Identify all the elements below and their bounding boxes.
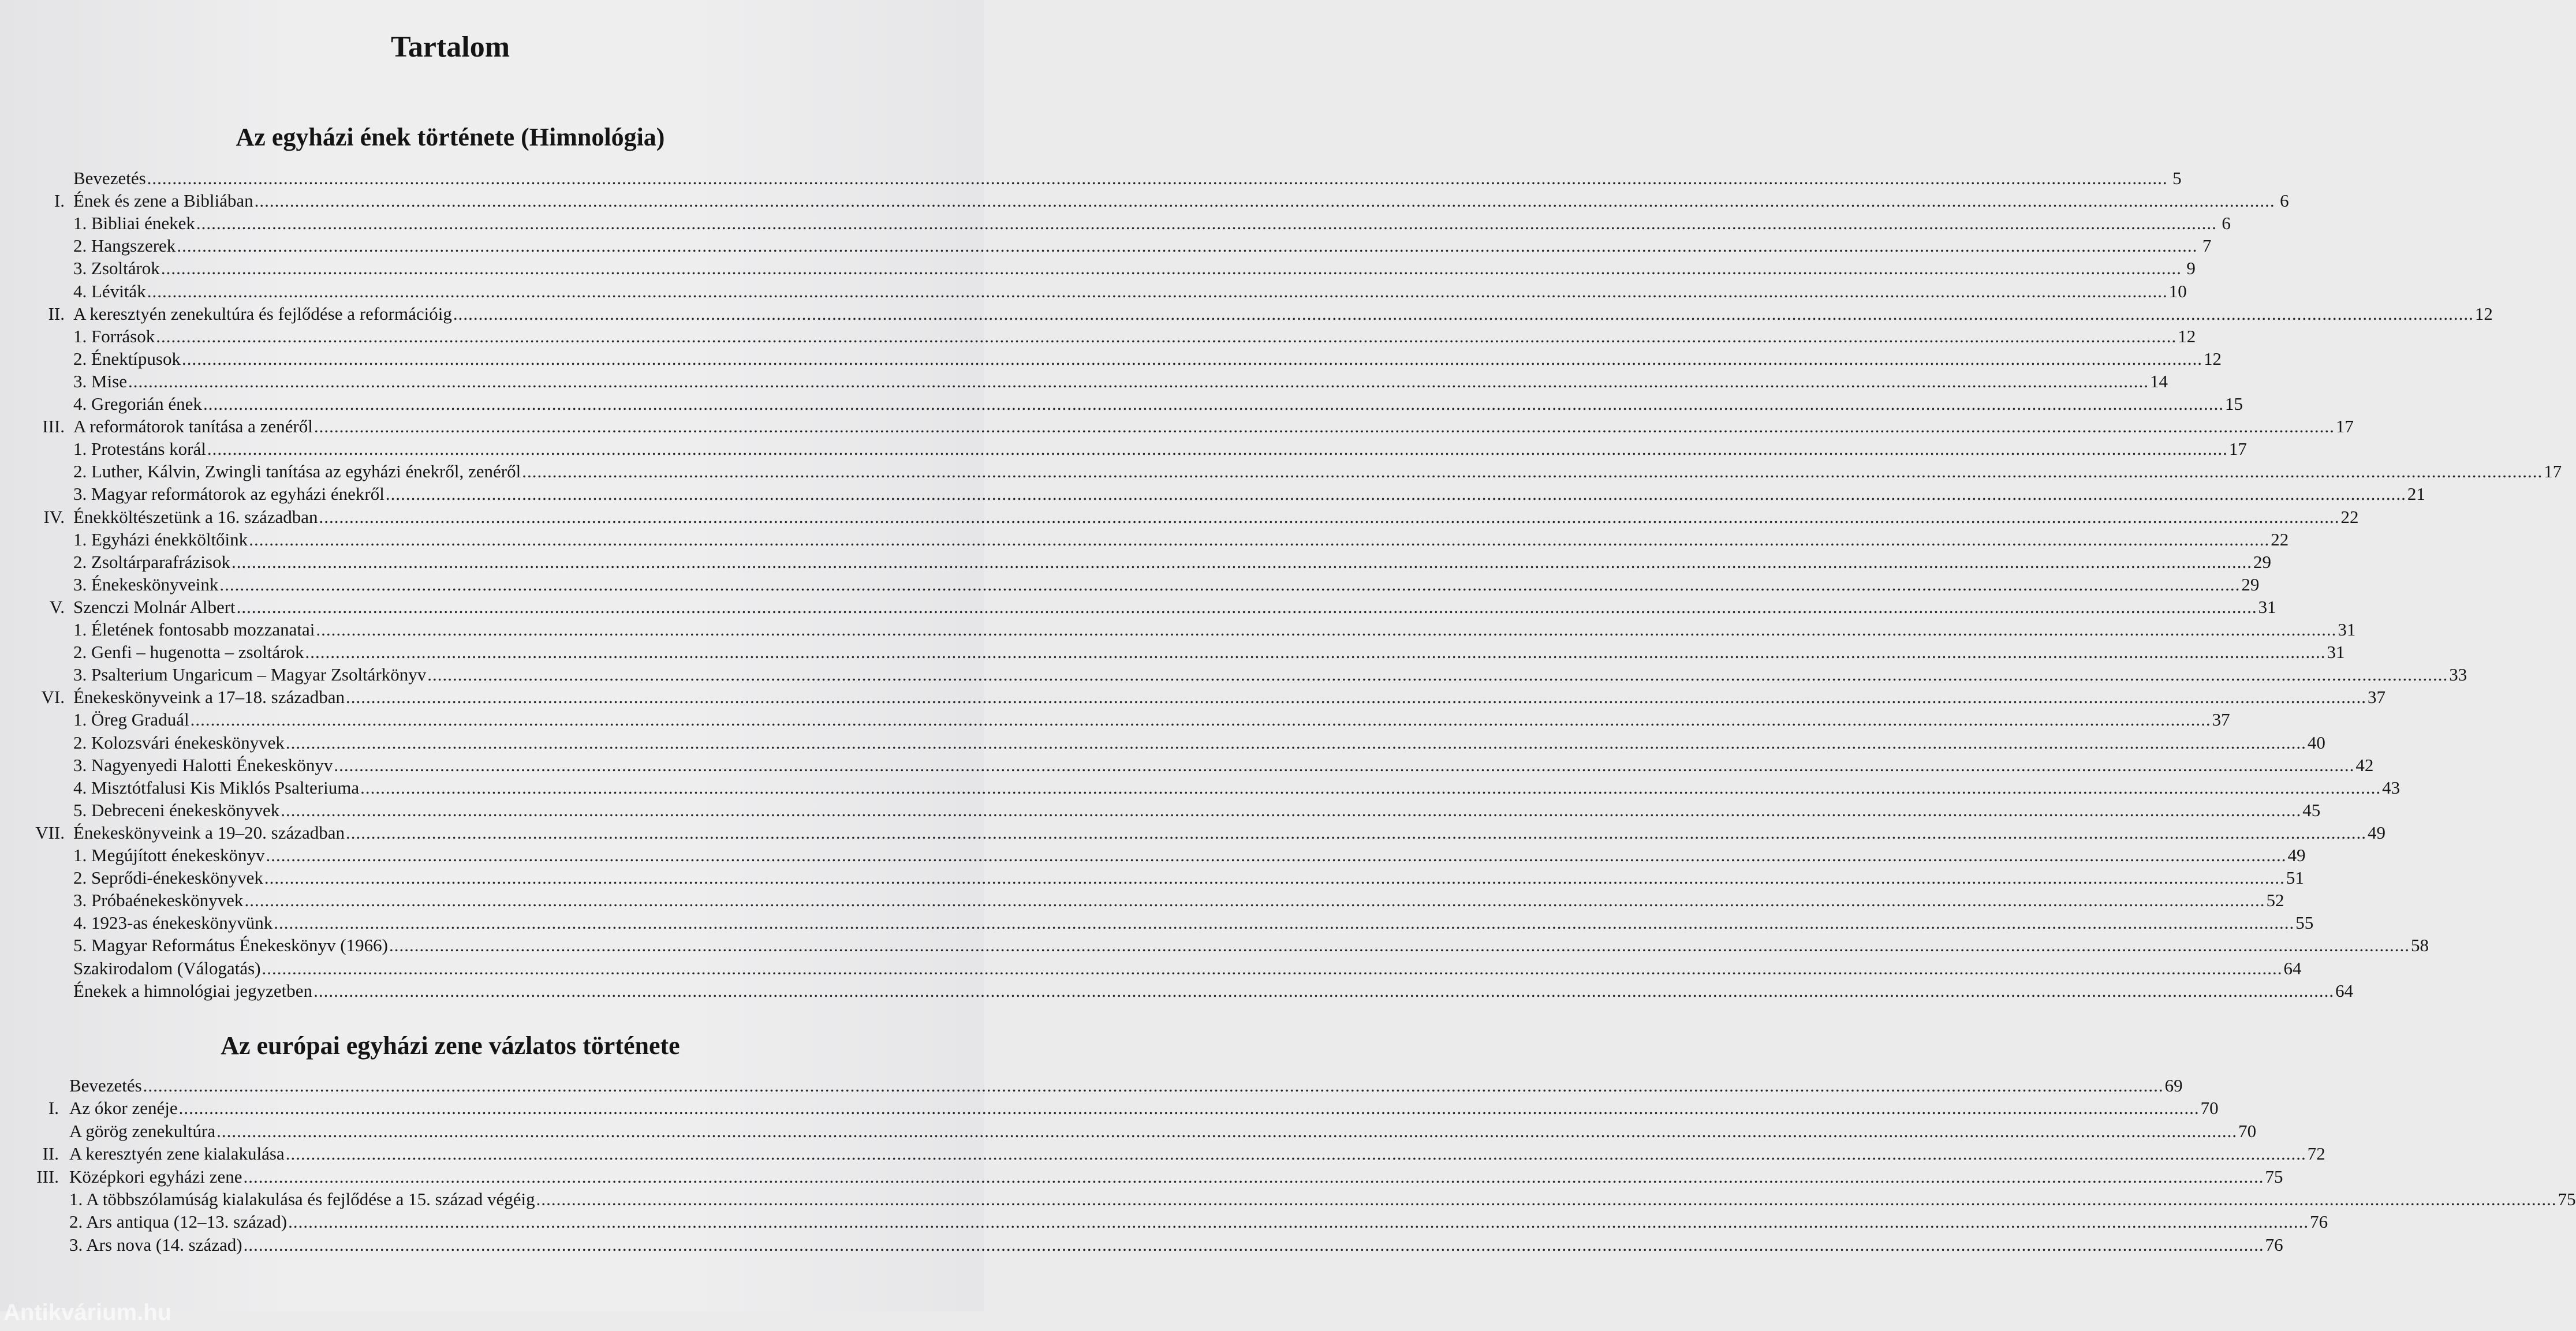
toc-entry-page: 31 [2258, 596, 2276, 617]
toc-entry-title: Szakirodalom (Válogatás) [73, 958, 261, 978]
toc-entry-page: 12 [2178, 326, 2196, 346]
toc-entry [0, 212, 2231, 235]
toc-entry-page: 51 [2286, 868, 2304, 888]
toc-entry-title: 2. Luther, Kálvin, Zwingli tanítása az egyházi énekről, zenéről [73, 461, 521, 482]
dot-leader: ................................................................................................................................................................................................................................................................................................................................................................................................................ [160, 258, 2182, 279]
toc-entry-page: 29 [2253, 551, 2271, 572]
toc-entry-number: II. [42, 1143, 59, 1164]
toc-entry-page: 70 [2238, 1120, 2257, 1141]
toc-entry-page: 17 [2335, 416, 2354, 437]
toc-entry-title: A reformátorok tanítása a zenéről [73, 416, 313, 437]
section-heading-egyhazi-zene: Az európai egyházi zene vázlatos története [221, 1031, 680, 1060]
toc-entry-title: Énekek a himnológiai jegyzetben [73, 980, 313, 1001]
dot-leader: ................................................................................................................................................................................................................................................................................................................................................................................................................ [285, 1143, 2306, 1164]
toc-entry [0, 392, 2243, 416]
toc-entry-title: Énekeskönyveink a 17–18. században [73, 687, 345, 708]
toc-entry-title: Bevezetés [69, 1075, 142, 1096]
dot-leader: ................................................................................................................................................................................................................................................................................................................................................................................................................ [536, 1189, 2557, 1209]
toc-entry [0, 1210, 2328, 1233]
dot-leader: ................................................................................................................................................................................................................................................................................................................................................................................................................ [216, 1120, 2238, 1141]
toc-entry-title: 3. Énekeskönyveink [73, 574, 219, 595]
page-title: Tartalom [390, 31, 510, 63]
toc-entry [0, 483, 2425, 506]
dot-leader: ................................................................................................................................................................................................................................................................................................................................................................................................................ [177, 235, 2198, 256]
toc-entry [0, 1165, 2283, 1188]
toc-entry-title: 1. Protestáns korál [73, 439, 206, 459]
dot-leader: ................................................................................................................................................................................................................................................................................................................................................................................................................ [427, 664, 2448, 685]
toc-entry-page: 7 [2202, 235, 2212, 256]
toc-entry-title: 2. Kolozsvári énekeskönyvek [73, 732, 285, 753]
toc-entry-title: 1. Források [73, 326, 155, 346]
dot-leader: ................................................................................................................................................................................................................................................................................................................................................................................................................ [346, 822, 2367, 843]
toc-entry-page: 40 [2307, 732, 2325, 753]
dot-leader: ................................................................................................................................................................................................................................................................................................................................................................................................................ [196, 213, 2217, 234]
toc-entry-title: Énekeskönyveink a 19–20. században [73, 822, 345, 843]
toc-entry-page: 33 [2449, 664, 2467, 685]
toc-entry-title: Bevezetés [73, 168, 146, 188]
toc-entry-title: 2. Seprődi-énekeskönyvek [73, 868, 263, 888]
toc-entry [0, 1120, 2257, 1143]
toc-entry-page: 6 [2280, 190, 2289, 211]
toc-entry-page: 31 [2338, 619, 2356, 640]
dot-leader: ................................................................................................................................................................................................................................................................................................................................................................................................................ [182, 348, 2202, 369]
toc-entry-number: III. [42, 416, 65, 437]
toc-entry [0, 957, 2302, 980]
dot-leader: ................................................................................................................................................................................................................................................................................................................................................................................................................ [285, 732, 2306, 753]
dot-leader: ................................................................................................................................................................................................................................................................................................................................................................................................................ [522, 461, 2543, 482]
toc-entry [0, 1188, 2576, 1211]
toc-entry [0, 528, 2289, 551]
toc-entry-number: I. [54, 190, 65, 211]
toc-entry-page: 6 [2222, 213, 2231, 234]
toc-entry-page: 64 [2283, 958, 2302, 978]
dot-leader: ................................................................................................................................................................................................................................................................................................................................................................................................................ [316, 619, 2337, 640]
toc-entry-page: 76 [2310, 1212, 2328, 1232]
toc-entry-title: 2. Hangszerek [73, 235, 176, 256]
toc-entry [0, 347, 2222, 371]
dot-leader: ................................................................................................................................................................................................................................................................................................................................................................................................................ [360, 777, 2381, 798]
toc-entry [0, 866, 2304, 889]
toc-entry-title: 2. Genfi – hugenotta – zsoltárok [73, 642, 304, 663]
toc-entry [0, 844, 2306, 867]
toc-entry-title: 4. Gregorián ének [73, 394, 202, 414]
toc-entry-page: 42 [2355, 754, 2374, 775]
toc-entry-title: 3. Zsoltárok [73, 258, 160, 279]
toc-entry-page: 69 [2164, 1075, 2183, 1096]
toc-entry [0, 1097, 2219, 1120]
toc-entry-number: V. [49, 596, 65, 617]
toc-entry-title: 1. A többszólamúság kialakulása és fejlődése a 15. század végéig [69, 1189, 535, 1209]
toc-entry-title: 1. Egyházi énekköltőink [73, 529, 248, 549]
toc-entry-number: III. [36, 1166, 59, 1187]
toc-entry [0, 1142, 2325, 1165]
toc-entry-number: I. [48, 1098, 59, 1119]
toc-entry [0, 686, 2386, 709]
toc-entry-page: 9 [2186, 258, 2196, 279]
toc-entry-page: 75 [2265, 1166, 2283, 1187]
toc-entry-title: Énekköltészetünk a 16. században [73, 506, 318, 527]
toc-entry-title: A keresztyén zene kialakulása [69, 1143, 285, 1164]
toc-entry-page: 21 [2407, 484, 2425, 504]
toc-entry-page: 49 [2287, 845, 2306, 865]
toc-entry-page: 10 [2168, 281, 2187, 301]
toc-entry-title: 2. Ars antiqua (12–13. század) [69, 1212, 288, 1232]
toc-entry-title: A görög zenekultúra [69, 1120, 216, 1141]
dot-leader: ................................................................................................................................................................................................................................................................................................................................................................................................................ [319, 506, 2340, 527]
toc-entry-title: 5. Debreceni énekeskönyvek [73, 799, 280, 820]
dot-leader: ................................................................................................................................................................................................................................................................................................................................................................................................................ [346, 687, 2367, 708]
toc-entry [0, 280, 2187, 303]
toc-entry-title: 4. Léviták [73, 281, 146, 301]
dot-leader: ................................................................................................................................................................................................................................................................................................................................................................................................................ [190, 709, 2211, 730]
toc-entry [0, 189, 2289, 212]
toc-entry-number: VII. [35, 822, 65, 843]
toc-entry-page: 70 [2200, 1098, 2219, 1119]
dot-leader: ................................................................................................................................................................................................................................................................................................................................................................................................................ [249, 529, 2270, 549]
toc-entry [0, 325, 2196, 348]
toc-entry-title: 1. Bibliai énekek [73, 213, 195, 234]
toc-entry [0, 551, 2271, 574]
dot-leader: ................................................................................................................................................................................................................................................................................................................................................................................................................ [453, 303, 2474, 324]
toc-entry-page: 37 [2368, 687, 2386, 708]
dot-leader: ................................................................................................................................................................................................................................................................................................................................................................................................................ [264, 868, 2285, 888]
toc-entry-title: 4. 1923-as énekeskönyvünk [73, 913, 273, 933]
toc-entry [0, 934, 2429, 957]
dot-leader: ................................................................................................................................................................................................................................................................................................................................................................................................................ [147, 281, 2168, 301]
toc-entry-title: 1. Életének fontosabb mozzanatai [73, 619, 315, 640]
dot-leader: ................................................................................................................................................................................................................................................................................................................................................................................................................ [244, 890, 2265, 911]
toc-entry-title: 3. Magyar reformátorok az egyházi énekről [73, 484, 384, 504]
toc-entry-page: 64 [2335, 980, 2354, 1001]
toc-entry [0, 911, 2314, 934]
toc-entry [0, 1074, 2183, 1097]
dot-leader: ................................................................................................................................................................................................................................................................................................................................................................................................................ [281, 799, 2302, 820]
dot-leader: ................................................................................................................................................................................................................................................................................................................................................................................................................ [232, 551, 2252, 572]
toc-entry [0, 438, 2247, 461]
toc-entry [0, 776, 2400, 799]
toc-entry-page: 58 [2410, 935, 2429, 956]
dot-leader: ................................................................................................................................................................................................................................................................................................................................................................................................................ [243, 1166, 2264, 1187]
dot-leader: ................................................................................................................................................................................................................................................................................................................................................................................................................ [305, 642, 2326, 663]
toc-entry [0, 618, 2356, 641]
toc-entry-title: 2. Zsoltárparafrázisok [73, 551, 230, 572]
toc-entry-page: 37 [2212, 709, 2230, 730]
toc-entry [0, 302, 2493, 326]
dot-leader: ................................................................................................................................................................................................................................................................................................................................................................................................................ [274, 913, 2295, 933]
toc-entry [0, 889, 2284, 912]
toc-entry [0, 979, 2354, 1003]
watermark: Antikvárium.hu [3, 1300, 172, 1325]
dot-leader: ................................................................................................................................................................................................................................................................................................................................................................................................................ [156, 326, 2177, 346]
dot-leader: ................................................................................................................................................................................................................................................................................................................................................................................................................ [389, 935, 2410, 956]
toc-entry-page: 75 [2558, 1189, 2576, 1209]
dot-leader: ................................................................................................................................................................................................................................................................................................................................................................................................................ [266, 845, 2287, 865]
toc-entry-page: 22 [2340, 506, 2359, 527]
toc-entry-page: 15 [2224, 394, 2243, 414]
toc-entry-title: 3. Ars nova (14. század) [69, 1234, 242, 1255]
toc-entry-page: 12 [2474, 303, 2493, 324]
toc-entry [0, 754, 2374, 777]
dot-leader: ................................................................................................................................................................................................................................................................................................................................................................................................................ [385, 484, 2406, 504]
toc-entry-page: 49 [2368, 822, 2386, 843]
toc-entry [0, 370, 2168, 393]
dot-leader: ................................................................................................................................................................................................................................................................................................................................................................................................................ [243, 1234, 2264, 1255]
toc-entry [0, 731, 2325, 754]
toc-entry-title: Középkori egyházi zene [69, 1166, 242, 1187]
toc-entry-title: 3. Mise [73, 371, 127, 391]
toc-entry-page: 52 [2266, 890, 2284, 911]
toc-entry-title: 3. Psalterium Ungaricum – Magyar Zsoltárkönyv [73, 664, 427, 685]
toc-entry-title: 2. Énektípusok [73, 348, 181, 369]
toc-entry-number: IV. [43, 506, 65, 527]
dot-leader: ................................................................................................................................................................................................................................................................................................................................................................................................................ [236, 596, 2257, 617]
toc-entry-page: 17 [2544, 461, 2562, 482]
toc-entry-title: 1. Megújított énekeskönyv [73, 845, 265, 865]
toc-entry-page: 72 [2307, 1143, 2325, 1164]
toc-entry [0, 596, 2276, 619]
toc-entry-page: 76 [2265, 1234, 2283, 1255]
dot-leader: ................................................................................................................................................................................................................................................................................................................................................................................................................ [143, 1075, 2164, 1096]
toc-entry-page: 31 [2327, 642, 2345, 663]
toc-entry [0, 641, 2345, 664]
toc-entry [0, 415, 2354, 438]
toc-entry [0, 1233, 2283, 1257]
dot-leader: ................................................................................................................................................................................................................................................................................................................................................................................................................ [147, 168, 2168, 188]
toc-entry [0, 167, 2182, 190]
section-heading-himnologia: Az egyházi ének története (Himnológia) [236, 123, 665, 151]
toc-entry [0, 663, 2467, 686]
dot-leader: ................................................................................................................................................................................................................................................................................................................................................................................................................ [254, 190, 2275, 211]
toc-entry [0, 573, 2260, 596]
dot-leader: ................................................................................................................................................................................................................................................................................................................................................................................................................ [178, 1098, 2200, 1119]
toc-entry-title: Szenczi Molnár Albert [73, 596, 236, 617]
toc-entry [0, 506, 2359, 529]
dot-leader: ................................................................................................................................................................................................................................................................................................................................................................................................................ [207, 439, 2228, 459]
dot-leader: ................................................................................................................................................................................................................................................................................................................................................................................................................ [313, 416, 2335, 437]
toc-entry-page: 5 [2172, 168, 2182, 188]
toc-entry-number: II. [48, 303, 65, 324]
toc-entry-title: 4. Misztótfalusi Kis Miklós Psalteriuma [73, 777, 360, 798]
dot-leader: ................................................................................................................................................................................................................................................................................................................................................................................................................ [219, 574, 2241, 595]
dot-leader: ................................................................................................................................................................................................................................................................................................................................................................................................................ [128, 371, 2149, 391]
toc-entry-page: 43 [2382, 777, 2400, 798]
toc-entry [0, 234, 2212, 257]
toc-entry-page: 17 [2228, 439, 2247, 459]
toc-entry [0, 257, 2196, 280]
dot-leader: ................................................................................................................................................................................................................................................................................................................................................................................................................ [313, 980, 2335, 1001]
toc-entry [0, 799, 2321, 822]
toc-entry-page: 12 [2204, 348, 2222, 369]
toc-entry-title: Ének és zene a Bibliában [73, 190, 253, 211]
toc-entry-page: 14 [2150, 371, 2168, 391]
toc-entry-title: 3. Próbaénekeskönyvek [73, 890, 244, 911]
toc-entry-page: 45 [2302, 799, 2321, 820]
toc-entry-page: 29 [2241, 574, 2260, 595]
toc-entry-title: 1. Öreg Graduál [73, 709, 189, 730]
toc-entry-title: Az ókor zenéje [69, 1098, 178, 1119]
dot-leader: ................................................................................................................................................................................................................................................................................................................................................................................................................ [262, 958, 2283, 978]
toc-entry-page: 22 [2271, 529, 2289, 549]
dot-leader: ................................................................................................................................................................................................................................................................................................................................................................................................................ [334, 754, 2355, 775]
toc-entry-title: 5. Magyar Református Énekeskönyv (1966) [73, 935, 388, 956]
dot-leader: ................................................................................................................................................................................................................................................................................................................................................................................................................ [288, 1212, 2309, 1232]
toc-entry [0, 460, 2562, 483]
toc-entry [0, 821, 2386, 844]
toc-entry-title: A keresztyén zenekultúra és fejlődése a reformációig [73, 303, 452, 324]
toc-entry [0, 708, 2230, 731]
toc-entry-page: 55 [2295, 913, 2314, 933]
dot-leader: ................................................................................................................................................................................................................................................................................................................................................................................................................ [203, 394, 2224, 414]
toc-entry-title: 3. Nagyenyedi Halotti Énekeskönyv [73, 754, 333, 775]
toc-entry-number: VI. [41, 687, 65, 708]
